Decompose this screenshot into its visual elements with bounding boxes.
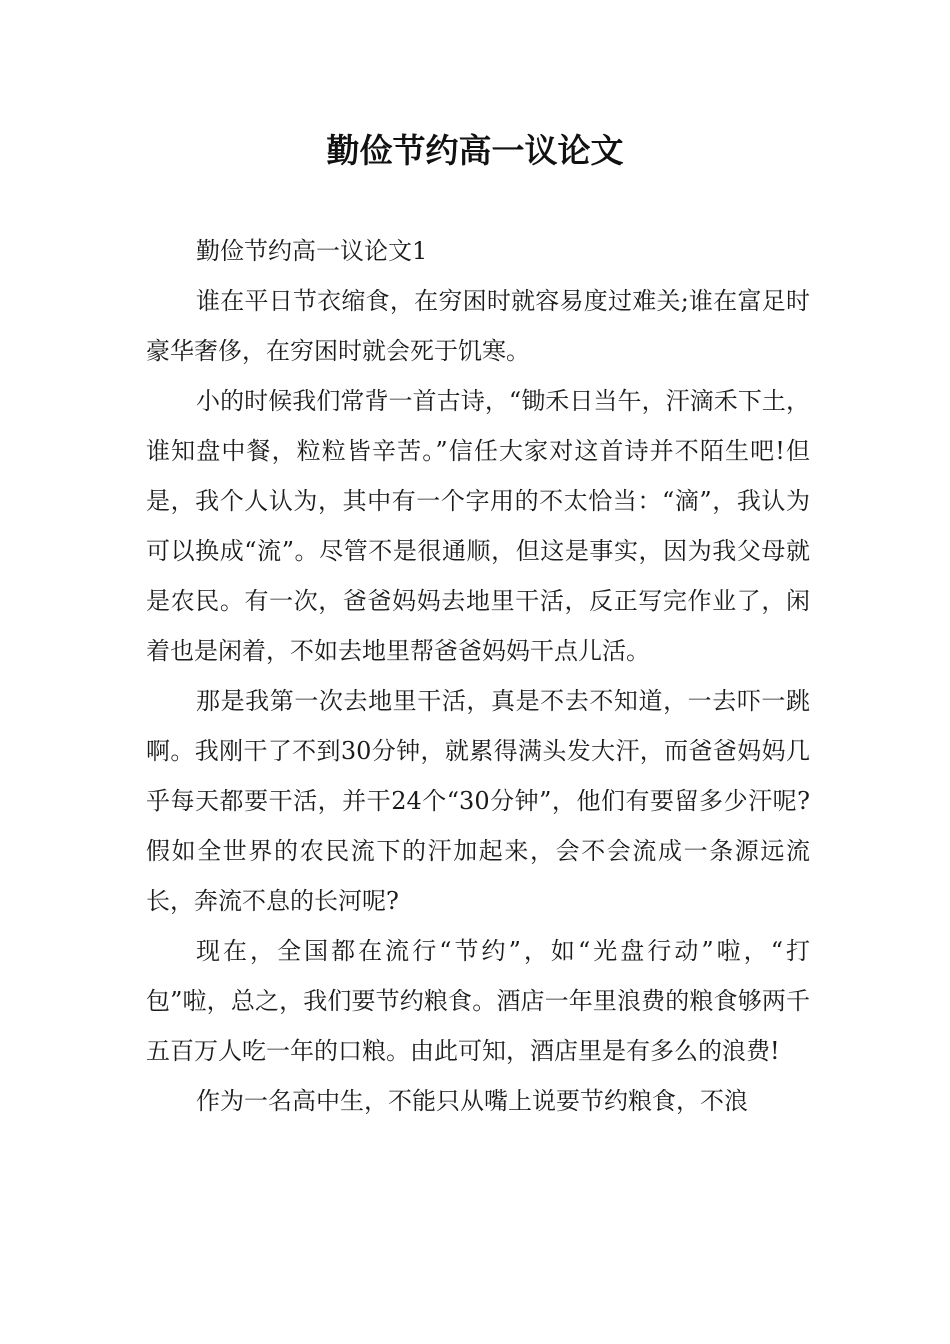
paragraph: 那是我第一次去地里干活，真是不去不知道，一去吓一跳啊。我刚干了不到30分钟，就累得满头发大汗，而爸爸妈妈几乎每天都要干活，并干24个“30分钟”，他们有要留多少汗呢?假如全世界的农民流下的汗加起来，会不会流成一条源远流长，奔流不息的长河呢? [146, 687, 810, 915]
paragraph: 谁在平日节衣缩食，在穷困时就容易度过难关;谁在富足时豪华奢侈，在穷困时就会死于饥寒。 [146, 287, 810, 365]
paragraph-heading: 勤俭节约高一议论文1 [196, 237, 428, 265]
document-title: 勤俭节约高一议论文 [326, 131, 624, 170]
paragraph: 作为一名高中生，不能只从嘴上说要节约粮食，不浪 [196, 1087, 748, 1115]
document-body [146, 226, 810, 1126]
paragraph: 现在，全国都在流行“节约”，如“光盘行动”啦，“打包”啦，总之，我们要节约粮食。酒店一年里浪费的粮食够两千五百万人吃一年的口粮。由此可知，酒店里是有多么的浪费! [146, 937, 810, 1065]
paragraph: 小的时候我们常背一首古诗，“锄禾日当午，汗滴禾下土，谁知盘中餐，粒粒皆辛苦。”信任大家对这首诗并不陌生吧!但是，我个人认为，其中有一个字用的不太恰当：“滴”，我认为可以换成“流”。尽管不是很通顺，但这是事实，因为我父母就是农民。有一次，爸爸妈妈去地里干活，反正写完作业了，闲着也是闲着，不如去地里帮爸爸妈妈干点儿活。 [146, 387, 810, 665]
